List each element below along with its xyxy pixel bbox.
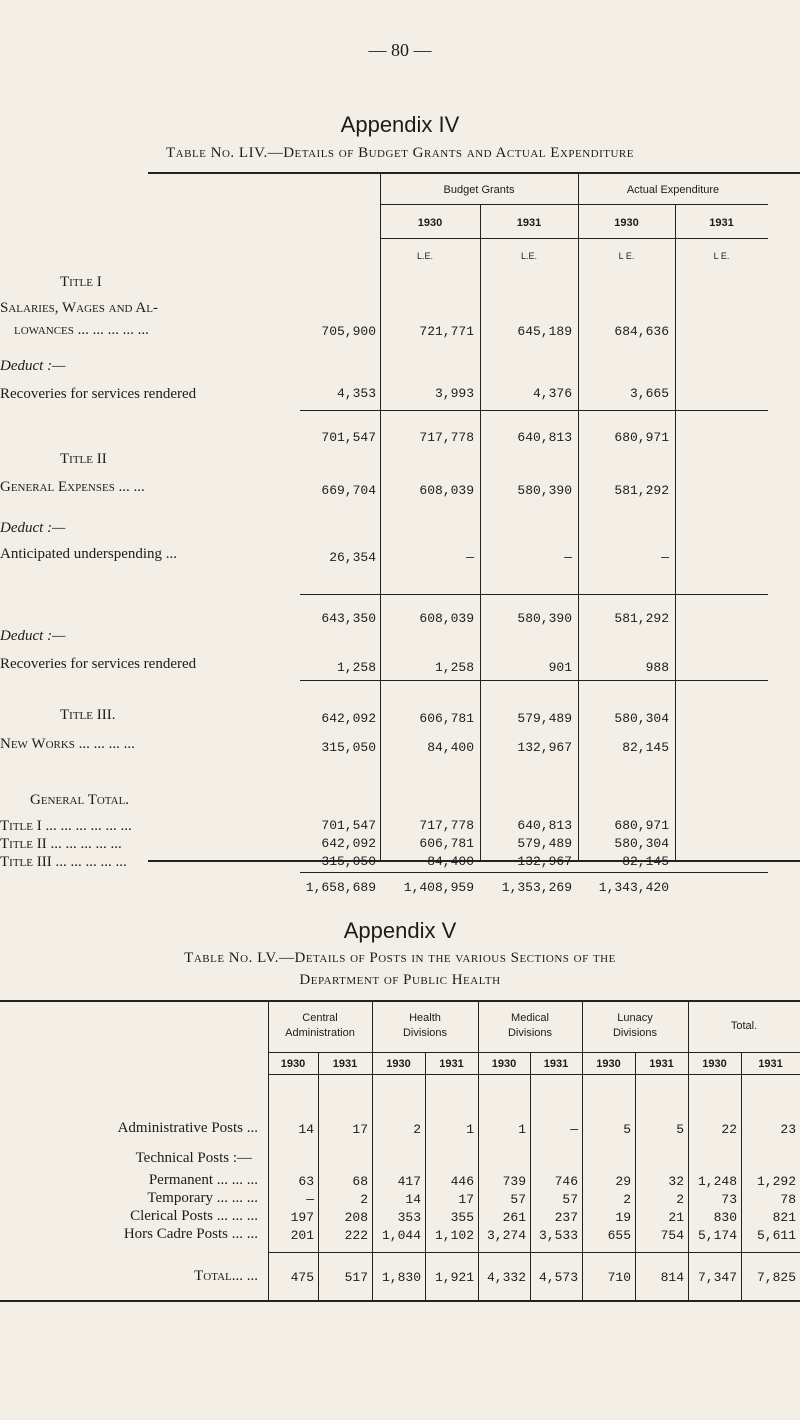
table-cell: 606,781 [419,711,474,726]
table-cell: 21 [668,1210,684,1225]
table-cell: 608,039 [419,611,474,626]
table-cell: 5 [676,1122,684,1137]
recoveries-label: Recoveries for services rendered [0,656,197,672]
table-cell: 3,993 [434,386,474,401]
table-cell: 821 [772,1210,796,1225]
table-lv-caption: Table No. LV.—Details of Posts in the various Sections of the [184,950,616,966]
table-cell: 26,354 [329,550,376,565]
table-cell: 5,174 [697,1228,737,1243]
table-cell: — [661,550,669,565]
table-cell: 82,145 [622,740,669,755]
table-cell: 581,292 [614,483,669,498]
table-cell: 84,400 [427,854,474,869]
anticipated-underspending-label: Anticipated underspending ... [0,546,178,562]
table-cell: 5,611 [756,1228,796,1243]
year-header: 1931 [332,1058,358,1070]
header-budget-grants: Budget Grants [443,184,515,196]
subtotal-rule [300,680,768,681]
table-cell: 710 [607,1270,631,1285]
table-cell: — [306,1192,314,1207]
table-cell: 315,050 [321,740,376,755]
table-cell: 197 [290,1210,314,1225]
table-cell: 475 [290,1270,314,1285]
technical-posts-heading: Technical Posts :— [135,1150,252,1166]
group-header: Central [302,1012,338,1024]
group-header-sub: Divisions [507,1027,552,1039]
table-cell: 68 [352,1174,368,1189]
table-cell: 1,830 [381,1270,421,1285]
table-cell: 3,533 [538,1228,578,1243]
appendix-iv-title: Appendix IV [340,112,460,137]
table-cell: 754 [660,1228,684,1243]
table-cell: 73 [721,1192,737,1207]
table-cell: 4,353 [336,386,376,401]
table-cell: 5 [623,1122,631,1137]
new-works-label: New Works ... ... ... ... [0,736,135,752]
unit-label: L.E. [416,251,433,261]
column-divider [372,1002,373,1300]
table-cell: 701,547 [321,818,376,833]
table-cell: 901 [548,660,572,675]
year-header: 1930 [702,1058,727,1070]
general-expenses-label: General Expenses ... ... [0,479,145,495]
table-cell: 830 [713,1210,737,1225]
row-label: Total... ... [194,1268,258,1284]
table-cell: 353 [397,1210,421,1225]
subtotal-rule [300,872,768,873]
table-cell: 14 [298,1122,314,1137]
table-cell: 4,573 [538,1270,578,1285]
subtotal-rule [300,594,768,595]
row-label: Administrative Posts ... [117,1120,258,1136]
table-cell: 78 [780,1192,796,1207]
gt-title-i-label: Title I ... ... ... ... ... ... [0,818,132,834]
table-cell: 2 [360,1192,368,1207]
table-cell: 32 [668,1174,684,1189]
table-cell: 739 [502,1174,526,1189]
table-top-rule [0,1000,800,1002]
table-cell: 717,778 [419,818,474,833]
table-cell: 608,039 [419,483,474,498]
table-lv-caption-cont: Department of Public Health [299,972,501,988]
year-header: 1931 [439,1058,464,1070]
salaries-label-cont: lowances ... ... ... ... ... [14,322,149,338]
table-cell: 1,044 [381,1228,421,1243]
table-cell: 2 [676,1192,684,1207]
year-header: 1930 [596,1058,621,1070]
column-divider [480,204,481,860]
year-header: 1931 [709,217,734,229]
deduct-label: Deduct :— [0,520,66,536]
table-cell: 4,332 [486,1270,526,1285]
table-cell: 315,050 [321,854,376,869]
table-cell: 579,489 [517,711,572,726]
title-iii-heading: Title III. [60,707,116,723]
table-cell: — [570,1122,578,1137]
group-header-rule [380,204,768,205]
year-header: 1931 [649,1058,674,1070]
year-header: 1931 [516,217,542,229]
table-cell: 2 [413,1122,421,1137]
table-top-rule [148,172,800,174]
table-cell: 237 [554,1210,578,1225]
table-bottom-rule [0,1300,800,1302]
gt-title-iii-label: Title III ... ... ... ... ... [0,854,127,870]
column-divider [478,1002,479,1300]
table-cell: 1,258 [434,660,474,675]
table-cell: 701,547 [321,430,376,445]
group-header: Lunacy [617,1012,653,1024]
table-cell: 2 [623,1192,631,1207]
table-cell: 580,304 [614,836,669,851]
table-cell: 132,967 [517,740,572,755]
group-header: Medical [511,1012,549,1024]
year-bottom-rule [268,1074,800,1075]
salaries-label: Salaries, Wages and Al- [0,300,158,316]
table-cell: 19 [615,1210,631,1225]
table-cell: 580,390 [517,483,572,498]
table-cell: 1,248 [697,1174,737,1189]
table-cell: 7,347 [697,1270,737,1285]
table-cell: 208 [344,1210,368,1225]
table-cell: 17 [352,1122,368,1137]
year-header-rule [268,1052,800,1053]
table-cell: 606,781 [419,836,474,851]
year-header-rule [380,238,768,239]
table-cell: 1 [466,1122,474,1137]
table-cell: 222 [344,1228,368,1243]
title-i-heading: Title I [60,274,102,290]
table-cell: 3,274 [486,1228,526,1243]
table-cell: 132,967 [517,854,572,869]
column-divider [268,1002,269,1300]
table-cell: 655 [607,1228,631,1243]
group-header-sub: Divisions [612,1027,657,1039]
year-header: 1931 [543,1058,569,1070]
table-cell: 1,292 [756,1174,796,1189]
table-cell: 14 [405,1192,421,1207]
table-liv-caption: Table No. LIV.—Details of Budget Grants and Actual Expenditure [166,145,634,161]
column-divider [578,174,579,860]
table-cell: 640,813 [517,430,572,445]
table-cell: 82,145 [622,854,669,869]
table-cell: 7,825 [756,1270,796,1285]
column-divider [675,204,676,860]
table-cell: 1 [518,1122,526,1137]
group-header: Health [409,1012,441,1024]
table-cell: 669,704 [321,483,376,498]
table-cell: 517 [344,1270,368,1285]
header-actual-expenditure: Actual Expenditure [626,184,720,196]
table-cell: 746 [554,1174,578,1189]
table-cell: 680,971 [614,430,669,445]
table-cell: 4,376 [532,386,572,401]
table-cell: 1,921 [434,1270,474,1285]
table-cell: 580,390 [517,611,572,626]
column-divider [688,1002,689,1300]
table-cell: 579,489 [517,836,572,851]
page-number: — 80 — [368,40,432,60]
table-cell: 1,658,689 [305,880,376,895]
table-cell: 261 [502,1210,526,1225]
general-total-heading: General Total. [30,792,130,808]
table-cell: 580,304 [614,711,669,726]
unit-label: L E. [618,251,635,261]
table-cell: 684,636 [614,324,669,339]
table-cell: 988 [645,660,669,675]
table-cell: 57 [510,1192,526,1207]
table-cell: 1,353,269 [501,880,572,895]
table-cell: 1,408,959 [403,880,474,895]
group-header-sub: Administration [285,1027,355,1039]
table-cell: 814 [660,1270,684,1285]
table-cell: 645,189 [517,324,572,339]
table-cell: 680,971 [614,818,669,833]
deduct-label: Deduct :— [0,628,66,644]
table-cell: 417 [397,1174,421,1189]
column-divider [380,174,381,860]
table-cell: 721,771 [419,324,474,339]
title-ii-heading: Title II [60,451,107,467]
year-header: 1930 [386,1058,411,1070]
table-cell: 17 [458,1192,474,1207]
table-cell: 705,900 [321,324,376,339]
year-header: 1931 [758,1058,783,1070]
table-cell: 446 [450,1174,474,1189]
year-header: 1930 [614,217,639,229]
total-rule [268,1252,800,1253]
table-cell: 3,665 [629,386,669,401]
table-cell: 84,400 [427,740,474,755]
table-cell: 23 [780,1122,796,1137]
table-cell: — [564,550,572,565]
year-header: 1930 [280,1058,306,1070]
appendix-v-title: Appendix V [343,918,457,943]
table-cell: 1,258 [336,660,376,675]
table-cell: 29 [615,1174,631,1189]
group-header-sub: Divisions [402,1027,447,1039]
table-cell: 355 [450,1210,474,1225]
table-cell: 643,350 [321,611,376,626]
table-cell: 57 [562,1192,578,1207]
gt-title-ii-label: Title II ... ... ... ... ... [0,836,122,852]
row-label: Temporary ... ... ... [147,1190,258,1206]
group-header: Total. [730,1020,758,1032]
table-cell: 201 [290,1228,314,1243]
row-label: Hors Cadre Posts ... ... [123,1226,258,1242]
table-cell: — [466,550,474,565]
table-cell: 642,092 [321,836,376,851]
recoveries-label: Recoveries for services rendered [0,386,197,402]
table-cell: 640,813 [517,818,572,833]
table-cell: 717,778 [419,430,474,445]
table-cell: 581,292 [614,611,669,626]
deduct-label: Deduct :— [0,358,66,374]
unit-label: L.E. [520,251,537,261]
column-divider [582,1002,583,1300]
table-cell: 642,092 [321,711,376,726]
year-header: 1930 [417,217,443,229]
table-cell: 63 [298,1174,314,1189]
row-label: Permanent ... ... ... [148,1172,258,1188]
table-cell: 1,102 [434,1228,474,1243]
table-cell: 1,343,420 [598,880,669,895]
row-label: Clerical Posts ... ... ... [130,1208,258,1224]
table-cell: 22 [721,1122,737,1137]
year-header: 1930 [491,1058,517,1070]
unit-label: L E. [713,251,730,261]
subtotal-rule [300,410,768,411]
